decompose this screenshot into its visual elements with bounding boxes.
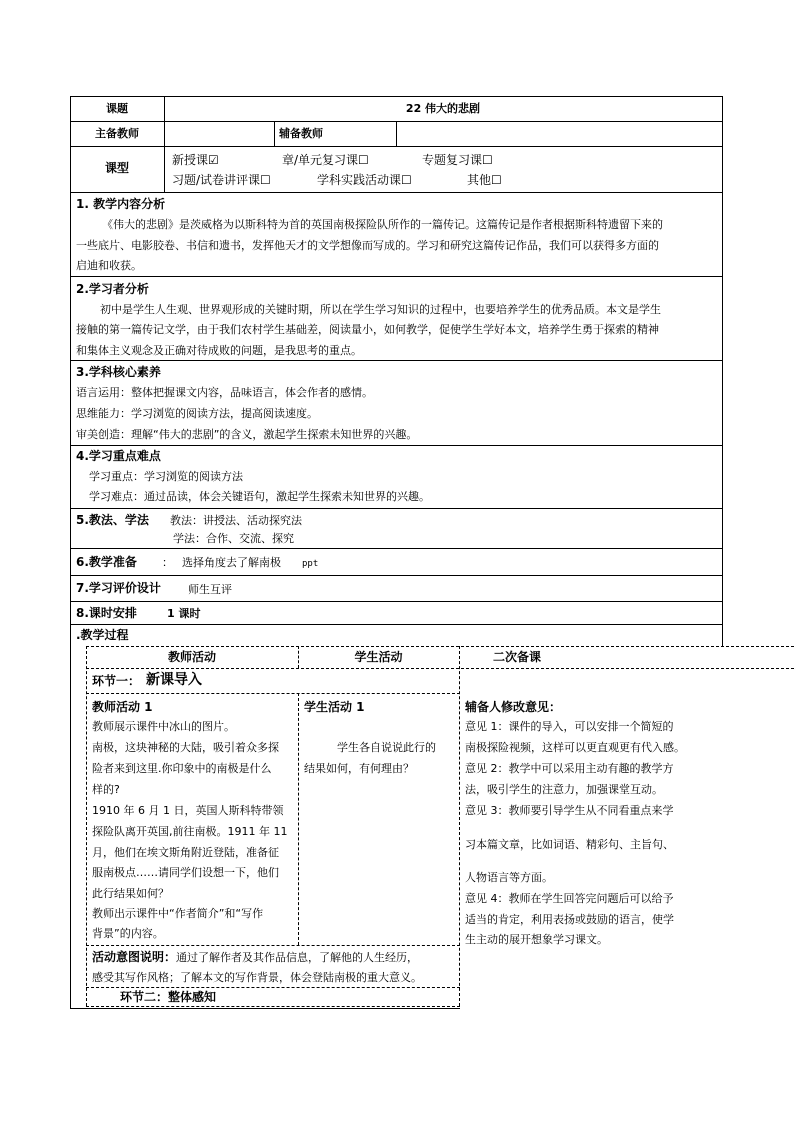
second-line: 习本篇文章，比如词语、精彩句、主旨句、 [465, 838, 674, 851]
col-teacher-header: 教师活动 [167, 650, 216, 664]
row-line [70, 601, 722, 602]
lesson-type-exercise: 习题/试卷讲评课☐ [172, 173, 271, 187]
s4-line-1: 学习重点：学习浏览的阅读方法 [89, 470, 243, 483]
col-line [274, 121, 275, 146]
s6-ppt: ppt [302, 559, 319, 569]
s5-line-1: 教法：讲授法、活动探究法 [170, 514, 302, 527]
teacher-line: 南极，这块神秘的大陆，吸引着众多探 [92, 741, 279, 754]
second-line: 适当的肯定，利用表扬或鼓励的语言，使学 [465, 913, 674, 926]
dashed-line [86, 668, 794, 669]
dashed-line [459, 646, 460, 1006]
teacher-line: 教师出示课件中“作者简介”和“写作 [92, 907, 264, 920]
second-line: 法，吸引学生的注意力，加强课堂互动。 [465, 783, 663, 796]
s3-line-2: 思维能力：学习浏览的阅读方法，提高阅读速度。 [76, 407, 318, 420]
row-line [70, 192, 722, 193]
lesson-type-label: 课型 [104, 161, 129, 175]
s9-title: .教学过程 [76, 628, 129, 642]
teacher-activity-title: 教师活动 1 [92, 700, 153, 714]
row-line [70, 276, 722, 277]
row-line [70, 624, 722, 625]
dashed-line [86, 945, 460, 946]
teacher-line: 样的? [92, 783, 120, 796]
row-line [70, 360, 722, 361]
s5-line-2: 学法：合作、交流、探究 [173, 532, 294, 545]
intent-line-1: 通过了解作者及其作品信息，了解他的人生经历， [176, 951, 418, 964]
dashed-line [86, 693, 460, 694]
second-line: 意见 2：教学中可以采用主动有趣的教学方 [465, 762, 674, 775]
s3-line-3: 审美创造：理解“伟大的悲剧”的含义，激起学生探索未知世界的兴趣。 [76, 428, 418, 441]
second-line: 南极探险视频，这样可以更直观更有代入感。 [465, 741, 685, 754]
s2-line-3: 和集体主义观念及正确对待成败的问题，是我思考的重点。 [76, 344, 362, 357]
s2-title: 2.学习者分析 [76, 282, 149, 296]
s6-title: 6.教学准备 [76, 555, 137, 569]
second-line: 意见 3：教师要引导学生从不同看重点来学 [465, 804, 674, 817]
lesson-type-new: 新授课☑ [172, 153, 219, 167]
teacher-line: 背景”的内容。 [92, 927, 164, 940]
intent-line-2: 感受其写作风格；了解本文的写作背景，体会登陆南极的重大意义。 [92, 971, 422, 984]
link2-title: 环节二：整体感知 [120, 990, 217, 1004]
row-line [70, 508, 722, 509]
s1-line-3: 启迪和收获。 [76, 259, 142, 272]
teacher-line: 探险队离开英国,前往南极。1911 年 11 [92, 825, 288, 838]
s7-value: 师生互评 [188, 583, 232, 596]
teacher-line: 教师展示课件中冰山的图片。 [92, 720, 235, 733]
col-line [396, 121, 397, 146]
dashed-line [86, 646, 87, 1006]
title-value: 22 伟大的悲剧 [405, 102, 481, 115]
s2-line-1: 初中是学生人生观、世界观形成的关键时期，所以在学生学习知识的过程中，也要培养学生的优秀品质。本文是学生 [100, 303, 661, 316]
s3-title: 3.学科核心素养 [76, 365, 161, 379]
s7-title: 7.学习评价设计 [76, 581, 161, 595]
s2-line-2: 接触的第一篇传记文学，由于我们农村学生基础差，阅读量小，如何教学，促使学生学好本文，培养学生勇于探索的精神 [76, 323, 659, 336]
lesson-type-other: 其他☐ [467, 173, 502, 187]
title-label: 课题 [106, 102, 128, 115]
table-bottom-border [70, 1008, 460, 1009]
col-second-header: 二次备课 [493, 650, 542, 664]
s8-value: 1 课时 [167, 607, 201, 620]
dashed-line [86, 646, 794, 647]
second-prep-title: 辅备人修改意见： [465, 700, 562, 714]
main-teacher-label: 主备教师 [95, 127, 139, 140]
s4-title: 4.学习重点难点 [76, 449, 161, 463]
row-line [70, 548, 722, 549]
dashed-line [86, 987, 460, 988]
s4-line-2: 学习难点：通过品读，体会关键语句，激起学生探索未知世界的兴趣。 [89, 490, 430, 503]
lesson-type-practice: 学科实践活动课☐ [317, 173, 412, 187]
assist-teacher-label: 辅备教师 [279, 127, 323, 140]
table-left-border [70, 96, 71, 1009]
teacher-line: 月，他们在埃文斯角附近登陆，准备征 [92, 846, 279, 859]
s1-title: 1. 教学内容分析 [76, 197, 166, 211]
student-activity-title: 学生活动 1 [304, 700, 365, 714]
row-line [70, 146, 722, 147]
table-top-border [70, 96, 722, 97]
link1-title: 新课导入 [146, 672, 202, 688]
col-student-header: 学生活动 [354, 650, 403, 664]
row-line [70, 445, 722, 446]
teacher-line: 1910 年 6 月 1 日，英国人斯科特带领 [92, 804, 284, 817]
teacher-line: 此行结果如何？ [92, 887, 169, 900]
s6-value: 选择角度去了解南极 [182, 556, 281, 569]
intent-label: 活动意图说明： [92, 950, 177, 964]
teacher-line: 险者来到这里.你印象中的南极是什么 [92, 762, 272, 775]
row-line [70, 575, 722, 576]
student-line: 结果如何，有何理由？ [304, 762, 414, 775]
second-line: 意见 4：教师在学生回答完问题后可以给予 [465, 892, 674, 905]
s1-line-1: 《伟大的悲剧》是茨威格为以斯科特为首的英国南极探险队所作的一篇传记。这篇传记是作者根据斯科特遗留下来的 [102, 218, 663, 231]
link1-prefix: 环节一： [92, 674, 141, 688]
dashed-line [86, 1006, 460, 1007]
s5-title: 5.教法、学法 [76, 513, 149, 527]
second-line: 意见 1：课件的导入，可以安排一个简短的 [465, 720, 674, 733]
second-line: 人物语言等方面。 [465, 871, 553, 884]
s3-line-1: 语言运用：整体把握课文内容，品味语言，体会作者的感情。 [76, 386, 373, 399]
lesson-type-topic-review: 专题复习课☐ [422, 153, 493, 167]
second-line: 生主动的展开想象学习课文。 [465, 933, 608, 946]
s6-sep: ： [162, 556, 173, 569]
teacher-line: 服南极点……请同学们设想一下，他们 [92, 866, 279, 879]
s8-title: 8.课时安排 [76, 606, 137, 620]
lesson-type-unit-review: 章/单元复习课☐ [282, 153, 369, 167]
student-line: 学生各自说说此行的 [337, 741, 436, 754]
s1-line-2: 一些底片、电影胶卷、书信和遗书，发挥他天才的文学想像而写成的。学习和研究这篇传记作品，我们可以获得多方面的 [76, 239, 659, 252]
dashed-line [298, 693, 299, 945]
table-right-border [722, 96, 723, 646]
